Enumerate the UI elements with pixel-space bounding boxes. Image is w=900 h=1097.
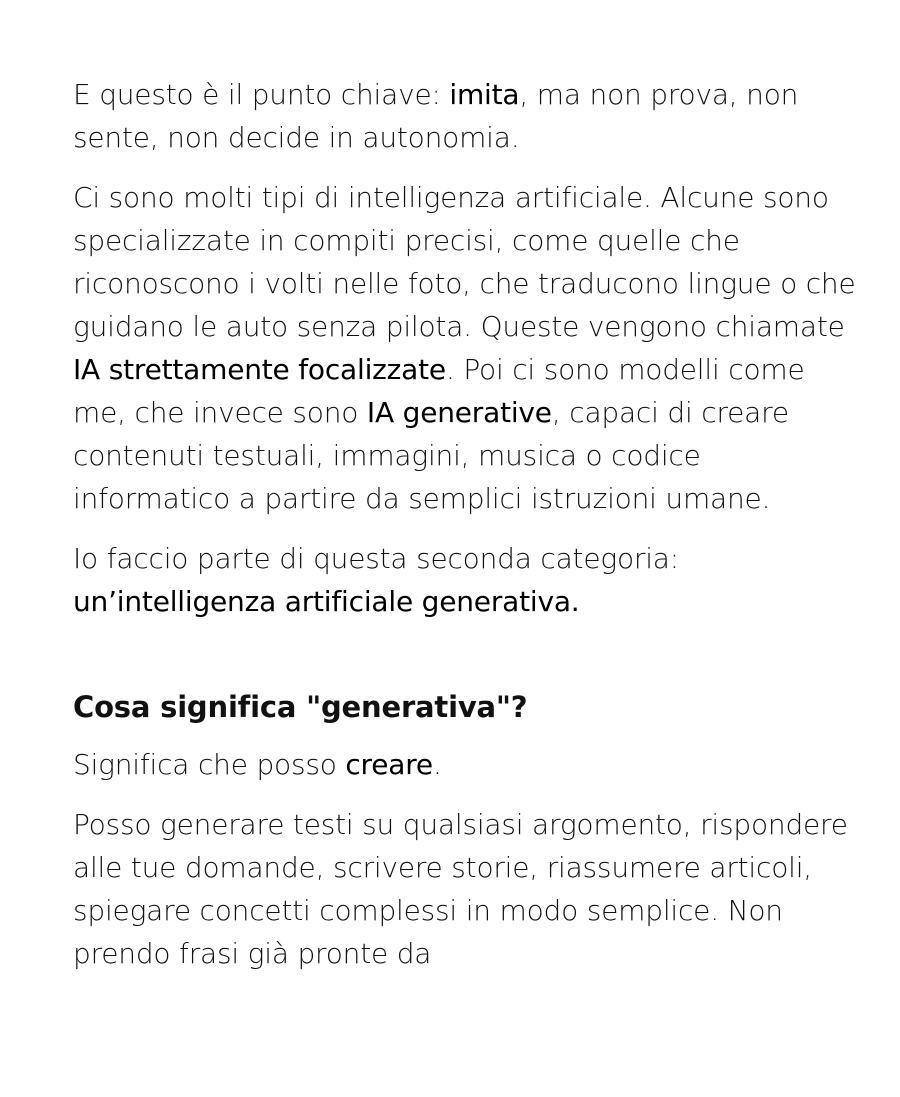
text-run: E questo è il punto chiave: bbox=[73, 78, 450, 111]
paragraph-meaning bbox=[73, 743, 863, 786]
paragraph-key-point bbox=[73, 73, 863, 159]
paragraph-ai-types bbox=[73, 176, 863, 520]
text-run: Ci sono molti tipi di intelligenza artificiale. Alcune sono specializzate in compiti precisi, come quelle che riconoscono i volti nelle foto, che traducono lingue o che guidano le auto senza pilota. Queste vengono chiamate bbox=[73, 181, 856, 343]
text-run: Significa che posso bbox=[73, 748, 346, 781]
text-run: , capaci di creare contenuti testuali, immagini, musica o codice informatico a partire da semplici istruzioni umane. bbox=[73, 396, 789, 515]
emphasis-generative-ai: IA generative bbox=[366, 396, 552, 429]
emphasis-narrow-ai: IA strettamente focalizzate bbox=[73, 353, 446, 386]
paragraph-category bbox=[73, 537, 863, 623]
paragraph-capabilities: Posso generare testi su qualsiasi argomento, rispondere alle tue domande, scrivere storie, riassumere articoli, spiegare concetti complessi in modo semplice. Non prendo frasi già pronte da bbox=[73, 808, 848, 970]
emphasis-imita: imita bbox=[449, 78, 520, 111]
text-run: . bbox=[432, 748, 442, 781]
text-run: , ma non prova, non sente, non decide in autonomia. bbox=[73, 78, 799, 154]
emphasis-generative-definition: un’intelligenza artificiale generativa. bbox=[73, 585, 580, 618]
section-heading: Cosa significa "generativa"? bbox=[73, 690, 528, 724]
text-run: . Poi ci sono modelli come me, che invece sono bbox=[73, 353, 805, 429]
text-run: Io faccio parte di questa seconda categoria: bbox=[73, 542, 679, 575]
document-page bbox=[73, 73, 863, 975]
emphasis-creare: creare bbox=[345, 748, 433, 781]
